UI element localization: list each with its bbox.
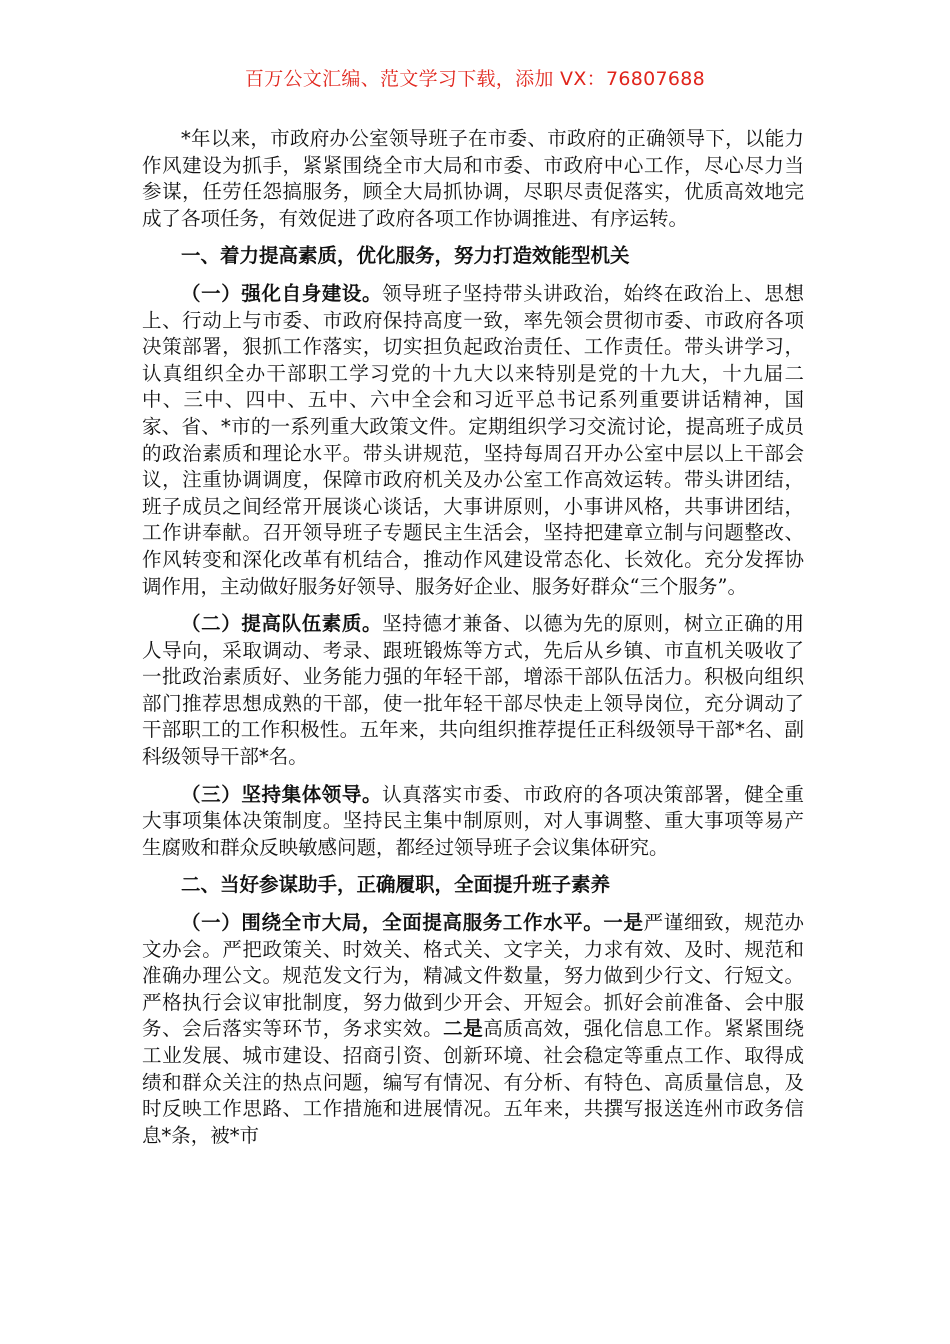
section2-heading: 二、当好参谋助手，正确履职，全面提升班子素养: [181, 873, 611, 897]
section1-item1-label: （一）强化自身建设。: [181, 281, 383, 305]
section2-item1-paragraph: [142, 910, 804, 1149]
section1-item3-text: 认真落实市委、市政府的各项决策部署，健全重大事项集体决策制度。坚持民主集中制原则，对人事调整、重大事项等易产生腐败和群众反映敏感问题，都经过领导班子会议集体研究。: [142, 782, 804, 859]
section1-item2-text: 坚持德才兼备、以德为先的原则，树立正确的用人导向，采取调动、考录、跟班锻炼等方式，先后从乡镇、市直机关吸收了一批政治素质好、业务能力强的年轻干部，增添干部队伍活力。积极向组织部门推荐思想成熟的干部，使一批年轻干部尽快走上领导岗位，充分调动了干部职工的工作积极性。五年来，共向组织推荐提任正科级领导干部*名、副科级领导干部*名。: [142, 612, 804, 769]
section1-item1-text: 领导班子坚持带头讲政治，始终在政治上、思想上、行动上与市委、市政府保持高度一致，率先领会贯彻市委、市政府各项决策部署，狠抓工作落实，切实担负起政治责任、工作责任。带头讲学习，认真组织全办干部职工学习党的十九大以来特别是党的十九大，十九届二中、三中、四中、五中、六中全会和习近平总书记系列重要讲话精神，国家、省、*市的一系列重大政策文件。定期组织学习交流讨论，提高班子成员的政治素质和理论水平。带头讲规范，坚持每周召开办公室中层以上干部会议，注重协调调度，保障市政府机关及办公室工作高效运转。带头讲团结，班子成员之间经常开展谈心谈话，大事讲原则，小事讲风格，共事讲团结，工作讲奉献。召开领导班子专题民主生活会，坚持把建章立制与问题整改、作风转变和深化改革有机结合，推动作风建设常态化、长效化。充分发挥协调作用，主动做好服务好领导、服务好企业、服务好群众“三个服务”。: [142, 281, 804, 598]
intro-paragraph: *年以来，市政府办公室领导班子在市委、市政府的正确领导下，以能力作风建设为抓手，紧紧围绕全市大局和市委、市政府中心工作，尽心尽力当参谋，任劳任怨搞服务，顾全大局抓协调，尽职尽责促落实，优质高效地完成了各项任务，有效促进了政府各项工作协调推进、有序运转。: [142, 127, 804, 230]
document-body: [142, 126, 804, 1160]
section2-item1-label: （一）围绕全市大局，全面提高服务工作水平。: [181, 911, 604, 935]
section2-item1-first-label: 一是: [603, 911, 644, 935]
section1-item1-paragraph: [142, 281, 804, 600]
section2-item1-second-text: 高质高效，强化信息工作。紧紧围绕工业发展、城市建设、招商引资、创新环境、社会稳定等重点工作、取得成绩和群众关注的热点问题，编写有情况、有分析、有特色、高质量信息，及时反映工作思路、工作措施和进展情况。五年来，共撰写报送连州市政务信息*条，被*市: [142, 1017, 804, 1147]
section1-item2-label: （二）提高队伍素质。: [181, 612, 383, 636]
section2-item1-second-label: 二是: [443, 1017, 484, 1041]
section2-item1-first-text: 严谨细致，规范办文办会。严把政策关、时效关、格式关、文字关，力求有效、及时、规范和准确办理公文。规范发文行为，精减文件数量，努力做到少行文、行短文。严格执行会议审批制度，努力做到少开会、开短会。抓好会前准备、会中服务、会后落实等环节，务求实效。: [142, 911, 804, 1041]
section1-heading: 一、着力提高素质，优化服务，努力打造效能型机关: [181, 244, 630, 268]
section1-item2-paragraph: [142, 611, 804, 771]
download-notice: 百万公文汇编、范文学习下载，添加 VX：76807688: [244, 68, 706, 90]
section1-item3-label: （三）坚持集体领导。: [181, 782, 383, 806]
section1-item3-paragraph: [142, 782, 804, 862]
